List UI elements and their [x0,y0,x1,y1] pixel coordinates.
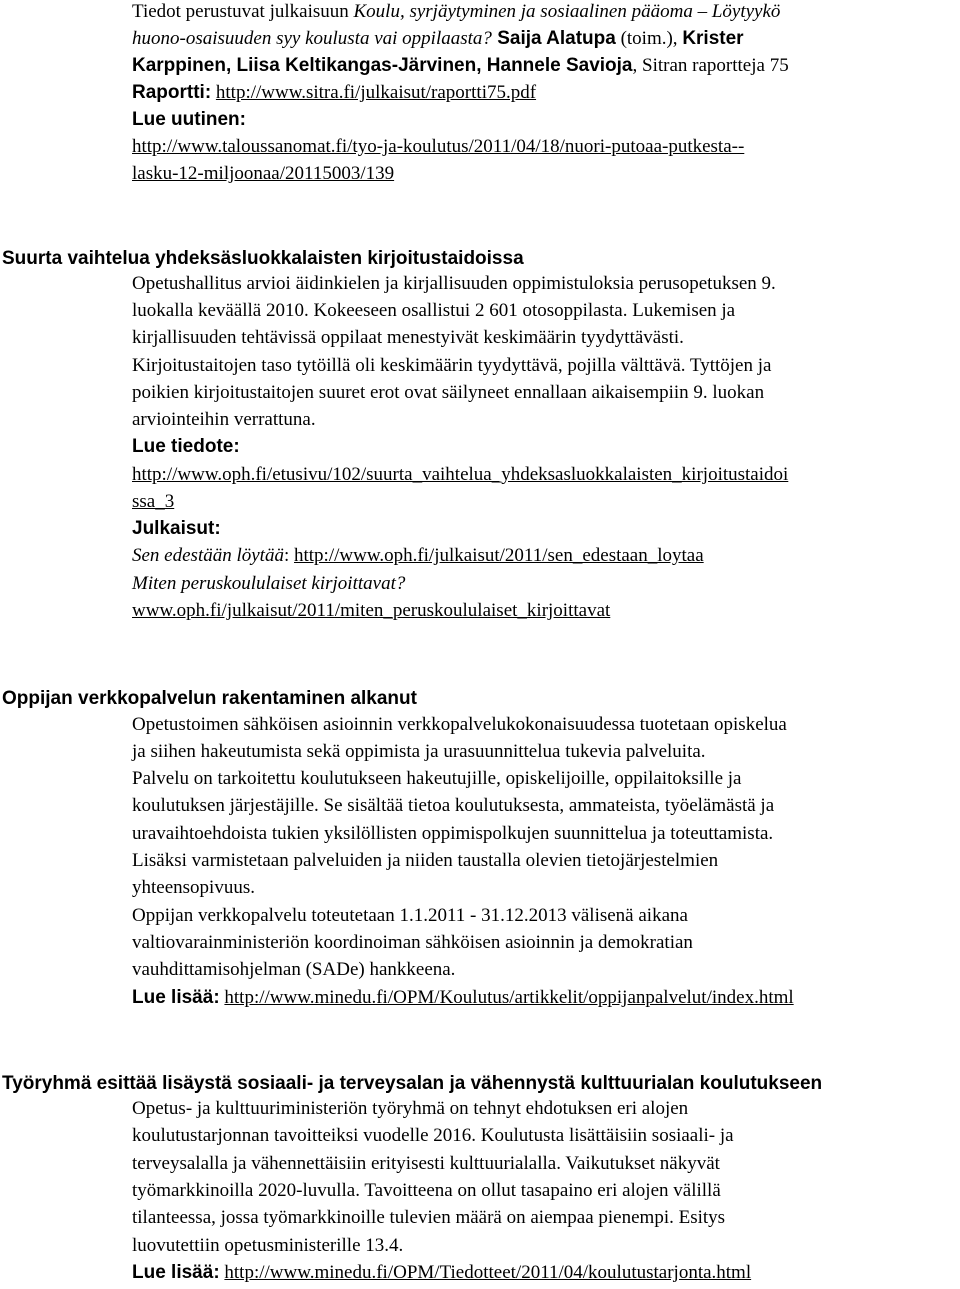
section1-body-line: Kirjoitustaitojen taso tytöillä oli keskimäärin tyydyttävä, pojilla välttävä. Tyttöjen ja [132,355,772,376]
separator: : [283,545,294,566]
more-label: Lue lisää: [132,987,220,1008]
tiedote-link-cont[interactable]: ssa_3 [132,491,175,512]
section2-more-line [132,984,960,1011]
julkaisut-label-line [132,515,960,542]
section1-body-line: kirjallisuuden tehtävissä oppilaat menestyivät keskimäärin tyydyttävästi. [132,327,684,348]
publication-2-url-line [132,597,960,624]
publication-title: Koulu, syrjäytyminen ja sosiaalinen pääoma – Löytyykö [353,1,781,22]
publication-1-title: Sen edestään löytää [132,545,284,566]
section1-body-line: Opetushallitus arvioi äidinkielen ja kirjallisuuden oppimistuloksia perusopetuksen 9. [132,273,776,294]
section-heading-kirjoitustaidot: Suurta vaihtelua yhdeksäsluokkalaisten kirjoitustaidoissa [2,248,524,269]
news-link-cont[interactable]: lasku-12-miljoonaa/20115003/139 [132,163,395,184]
publication-2-title-line [132,570,960,597]
publication-2-link[interactable]: www.oph.fi/julkaisut/2011/miten_peruskoululaiset_kirjoittavat [132,600,611,621]
author-name: Krister [682,28,744,49]
news-url-line-1 [132,133,960,160]
section3-body-line: työmarkkinoilla 2020-luvulla. Tavoitteena on ollut tasapaino eri alojen välillä [132,1180,721,1201]
publication-2-title: Miten peruskoululaiset kirjoittavat? [132,573,406,594]
section3-body-line: koulutustarjonnan tavoitteiksi vuodelle 2016. Koulutusta lisättäisiin sosiaali- ja [132,1125,734,1146]
section2-body-line: ja siihen hakeutumista sekä oppimista ja urasuunnittelua tukevia palveluita. [132,741,706,762]
section2-body-line: koulutuksen järjestäjille. Se sisältää tietoa koulutuksesta, ammateista, työelämästä ja [132,795,775,816]
section2-body-line: uravaihtoehdoista tukien yksilöllisten oppimispolkujen suunnittelua ja toteuttamista. [132,823,774,844]
news-link[interactable]: http://www.taloussanomat.fi/tyo-ja-koulutus/2011/04/18/nuori-putoaa-putkesta-- [132,136,745,157]
section3-body-line: tilanteessa, jossa työmarkkinoille tulevien määrä on aiempaa pienempi. Esitys [132,1207,726,1228]
publication-title-cont: huono-osaisuuden syy koulusta vai oppilaasta? [132,28,492,49]
section2-body-line: valtiovarainministeriön koordinoiman sähköisen asioinnin ja demokratian [132,932,693,953]
series-text: , Sitran raportteja 75 [632,55,789,76]
news-url-line-2 [132,160,960,187]
news-label: Lue uutinen: [132,109,246,130]
section3-more-line [132,1259,960,1286]
section-heading-koulutustarjonta: Työryhmä esittää lisäystä sosiaali- ja terveysalan ja vähennystä kulttuurialan koulutukseen [2,1073,823,1094]
publication-1-line [132,542,960,569]
tiedote-url-line-2 [132,488,960,515]
section1-body-line: poikien kirjoitustaitojen suuret erot ovat säilyneet ennallaan aikaisempiin 9. luokan [132,382,765,403]
tiedote-link[interactable]: http://www.oph.fi/etusivu/102/suurta_vaihtelua_yhdeksasluokkalaisten_kirjoitustaidoi [132,464,789,485]
author-names: Karppinen, Liisa Keltikangas-Järvinen, Hannele Savioja [132,55,633,76]
report-link[interactable]: http://www.sitra.fi/julkaisut/raportti75.pdf [215,82,537,103]
report-label: Raportti: [132,82,212,103]
section3-body-line: terveysalalla ja vähennettäisiin erityisesti kulttuurialalla. Vaikutukset näkyvät [132,1153,720,1174]
source-text: Tiedot perustuvat julkaisuun [132,1,354,22]
editor-role: (toim.), [615,28,683,49]
tiedote-url-line-1 [132,461,960,488]
julkaisut-label: Julkaisut: [132,518,221,539]
tiedote-label-line [132,433,960,460]
section2-body-line: Opetustoimen sähköisen asioinnin verkkopalvelukokonaisuudessa tuotetaan opiskelua [132,714,787,735]
more-link[interactable]: http://www.minedu.fi/OPM/Koulutus/artikkelit/oppijanpalvelut/index.html [224,987,794,1008]
section2-body-line: vauhdittamisohjelman (SADe) hankkeena. [132,959,456,980]
editor-name: Saija Alatupa [491,28,616,49]
report-line [132,79,960,106]
news-label-line [132,106,960,133]
section3-body-line: Opetus- ja kulttuuriministeriön työryhmä on tehnyt ehdotuksen eri alojen [132,1098,689,1119]
section2-body-line: Oppijan verkkopalvelu toteutetaan 1.1.2011 - 31.12.2013 välisenä aikana [132,905,688,926]
tiedote-label: Lue tiedote: [132,436,240,457]
source-line-1 [132,0,960,25]
source-line-2 [132,25,960,52]
section2-body-line: Palvelu on tarkoitettu koulutukseen hakeutujille, opiskelijoille, oppilaitoksille ja [132,768,742,789]
section2-body-line: Lisäksi varmistetaan palveluiden ja niiden taustalla olevien tietojärjestelmien [132,850,719,871]
section3-body-line: luovutettiin opetusministerille 13.4. [132,1235,404,1256]
section1-body-line: luokalla keväällä 2010. Kokeeseen osallistui 2 601 otosoppilasta. Lukemisen ja [132,300,736,321]
source-line-3 [132,52,960,79]
publication-1-link[interactable]: http://www.oph.fi/julkaisut/2011/sen_edestaan_loytaa [294,545,704,566]
section1-body-line: arviointeihin verrattuna. [132,409,316,430]
section2-body-line: yhteensopivuus. [132,877,255,898]
section-heading-oppijan-verkkopalvelu: Oppijan verkkopalvelun rakentaminen alkanut [2,688,417,709]
more-label: Lue lisää: [132,1262,220,1283]
more-link[interactable]: http://www.minedu.fi/OPM/Tiedotteet/2011/04/koulutustarjonta.html [224,1262,752,1283]
